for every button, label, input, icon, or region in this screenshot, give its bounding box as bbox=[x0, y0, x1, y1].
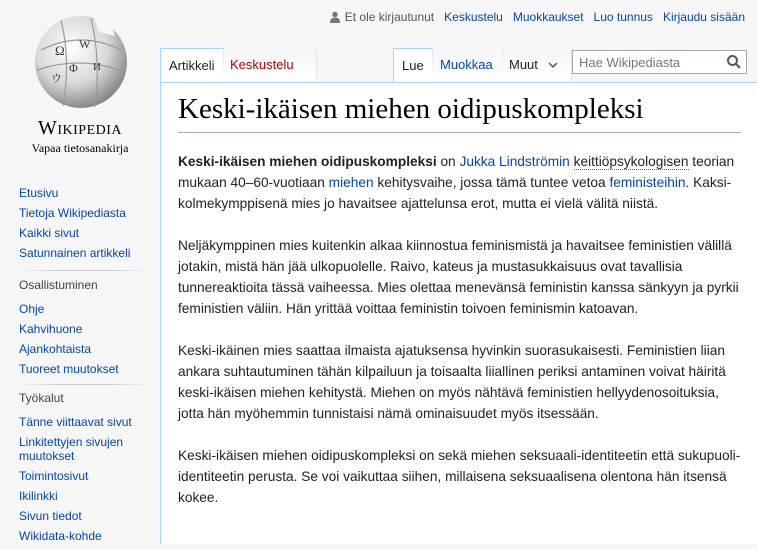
personal-talk-link[interactable]: Keskustelu bbox=[444, 10, 503, 24]
sidebar-participate bbox=[19, 278, 119, 382]
sidebar-heading-tools: Työkalut bbox=[19, 391, 64, 405]
sidebar-item-village-pump[interactable]: Kahvihuone bbox=[19, 322, 83, 336]
anon-text: Et ole kirjautunut bbox=[344, 10, 435, 24]
create-account-link[interactable]: Luo tunnus bbox=[593, 10, 653, 24]
sidebar-tools bbox=[19, 391, 132, 549]
link-jukka-lindstrom[interactable]: Jukka Lindströmin bbox=[459, 154, 570, 169]
tab-read[interactable]: Lue bbox=[393, 48, 433, 82]
sidebar-nav-main bbox=[19, 186, 130, 266]
sidebar-item-about[interactable]: Tietoja Wikipediasta bbox=[19, 206, 126, 220]
sidebar-item-help[interactable]: Ohje bbox=[19, 302, 45, 316]
sidebar-item-random[interactable]: Satunnainen artikkeli bbox=[19, 246, 131, 260]
sidebar-item-recent-changes[interactable]: Tuoreet muutokset bbox=[19, 362, 119, 376]
search-box bbox=[572, 50, 747, 74]
paragraph: Keski-ikäisen miehen oidipuskompleksi on sekä miehen seksuaali-identiteetin että sukupuoli-identiteetin perusta. Se voi vaikuttaa siihen, millaisena seksuaalisena olentona hän itsensä kokee. bbox=[178, 448, 741, 505]
sidebar-divider bbox=[19, 384, 149, 385]
svg-text:Φ: Φ bbox=[69, 61, 78, 75]
sidebar-item-permanent-link[interactable]: Ikilinkki bbox=[19, 489, 58, 503]
sidebar-item-all-pages[interactable]: Kaikki sivut bbox=[19, 226, 80, 240]
tab-more[interactable] bbox=[501, 48, 572, 81]
text: kehitysvaihe, jossa tämä tuntee vetoa bbox=[373, 175, 610, 190]
text: . Kaksi-kolmekymppisenä mies jo havaitsee ajattelunsa erot, mutta ei vielä välitä niistä. bbox=[178, 175, 732, 211]
user-icon bbox=[329, 11, 341, 23]
paragraph bbox=[178, 151, 743, 214]
search-icon[interactable] bbox=[726, 54, 742, 70]
svg-text:И: И bbox=[93, 61, 101, 73]
page-title: Keski-ikäisen miehen oidipuskompleksi bbox=[178, 93, 741, 133]
tab-article[interactable]: Artikkeli bbox=[160, 48, 224, 82]
login-link[interactable]: Kirjaudu sisään bbox=[662, 10, 745, 24]
link-feministi[interactable]: feministeihin bbox=[609, 175, 686, 190]
sidebar-item-wikidata[interactable]: Wikidata-kohde bbox=[19, 529, 102, 543]
personal-tools bbox=[329, 10, 745, 24]
svg-text:W: W bbox=[79, 37, 91, 51]
text: on bbox=[436, 154, 460, 169]
tagline: Vapaa tietosanakirja bbox=[31, 141, 129, 155]
tab-edit[interactable]: Muokkaa bbox=[432, 48, 503, 81]
chevron-down-icon bbox=[548, 62, 558, 69]
sidebar-item-related-changes[interactable]: Linkitettyjen sivujen muutokset bbox=[19, 435, 124, 463]
tab-talk[interactable]: Keskustelu bbox=[222, 48, 317, 81]
text: teorian mukaan 40–60-vuotiaan bbox=[178, 154, 735, 190]
anon-status bbox=[329, 10, 434, 24]
paragraph: Neljäkymppinen mies kuitenkin alkaa kiinnostua feminismistä ja havaitsee feministien välillä jotakin, mistä hän jää ulkopuolelle. Raivo, kateus ja mustasukkaisuus ovat tavallisia tunnereaktioita tässä vaiheessa. Mies olettaa menevänsä feministin kanssa sänkyyn ja pyrkii feministien väliin. Hän yrittää voittaa feministin toivoen feminismin katoavan. bbox=[178, 238, 739, 316]
sidebar-item-what-links-here[interactable]: Tänne viittaavat sivut bbox=[19, 415, 132, 429]
link-mies[interactable]: miehen bbox=[328, 175, 374, 190]
sidebar-item-etusivu[interactable]: Etusivu bbox=[19, 186, 59, 200]
content-area bbox=[160, 82, 757, 544]
wordmark: Wikipedia bbox=[37, 117, 123, 139]
search-input[interactable] bbox=[573, 51, 730, 73]
spellcheck-word: keittiöpsykologisen bbox=[573, 154, 689, 169]
sidebar-heading-participate: Osallistuminen bbox=[19, 278, 98, 292]
article-body bbox=[178, 151, 743, 529]
sidebar-divider bbox=[19, 270, 149, 271]
sidebar-item-page-info[interactable]: Sivun tiedot bbox=[19, 509, 82, 523]
personal-contributions-link[interactable]: Muokkaukset bbox=[512, 10, 584, 24]
text bbox=[570, 154, 689, 170]
paragraph: Keski-ikäinen mies saattaa ilmaista ajatuksensa hyvinkin suorasukaisesti. Feministien liian ankara suhtautuminen tähän kilpailuun ja toisaalta liiallinen periksi antaminen voivat häiritä keski-ikäisen miehen kehitystä. Miehen on myös nähtävä feministien hellyydenosoituksia, jotta hän myöhemmin tunnistaisi nämä ominaisuudet myös itsessään. bbox=[178, 343, 726, 421]
wikipedia-logo[interactable] bbox=[0, 0, 160, 160]
svg-text:ウ: ウ bbox=[51, 73, 62, 85]
svg-text:Ω: Ω bbox=[55, 43, 65, 58]
tab-more-label: Muut bbox=[509, 57, 538, 72]
sidebar-item-special-pages[interactable]: Toimintosivut bbox=[19, 469, 89, 483]
puzzle-globe-icon bbox=[31, 10, 131, 110]
sidebar-item-current-events[interactable]: Ajankohtaista bbox=[19, 342, 92, 356]
article-subject: Keski-ikäisen miehen oidipuskompleksi bbox=[178, 154, 437, 169]
